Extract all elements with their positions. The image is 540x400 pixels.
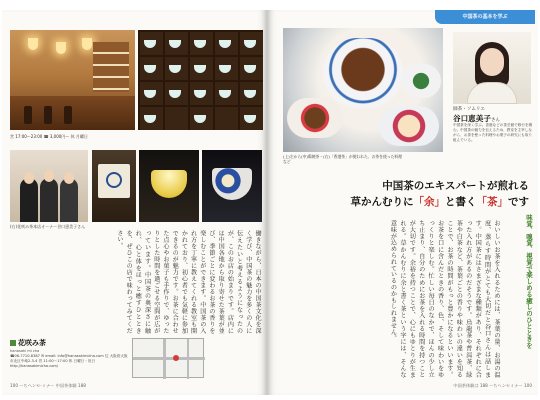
cup-icon bbox=[194, 65, 206, 73]
cup-icon bbox=[244, 65, 256, 73]
shelf-graphic bbox=[93, 42, 129, 92]
yellow-teacup-photo bbox=[139, 150, 199, 222]
headline-line-2 bbox=[293, 194, 529, 210]
shop-romaji: hanasaki mi cha bbox=[10, 349, 40, 353]
blue-teacup-photo bbox=[202, 150, 262, 222]
cup-icon bbox=[144, 115, 156, 123]
dish-graphic bbox=[401, 64, 441, 98]
expert-role: 師茶・ソムリエ bbox=[453, 107, 486, 112]
cup-icon bbox=[169, 65, 181, 73]
headline-line-1: 中国茶のエキスパートが煎れる bbox=[382, 180, 529, 192]
shop-sign-photo bbox=[92, 150, 136, 222]
article-body-right: おいしいお茶を入れるためには、茶葉の量、お湯の温度、蒸らす時間がとても大切だと谷口さんは話します。中国茶にはさまざまな種類があり、それぞれに合った入れ方があるのだそうです。烏龍茶や普洱茶、緑茶や白茶など、茶葉ごとの香りや味わいの違いを知ることで、お茶の時間がもっと豊かになるといいます。お茶を口に含んだときの香り、色、そして味わいをゆっくりと楽しむ。忙しい毎日のなかで、ほんの少し立ち止まり、自分のためにお茶を入れる時間を持つことが大切です。余裕を持つことで、心にもゆとりが生まれる。草かんむりに余と書く茶という字には、そんな意味が込められているのかもしれません。 bbox=[389, 220, 500, 378]
interior-caption: 営 17:00〜23:00 ☎ 3,000円〜 休 月曜日 bbox=[10, 134, 88, 139]
face-graphic bbox=[64, 172, 74, 184]
logo-mark-icon bbox=[106, 172, 122, 188]
lamp-icon bbox=[82, 38, 92, 50]
left-page bbox=[2, 10, 267, 395]
face-graphic bbox=[480, 48, 504, 76]
dish-graphic bbox=[287, 98, 343, 138]
page-folio-right: 中国茶体験は 188 ーちヘンセミナー 100 bbox=[453, 383, 532, 388]
bowl-graphic bbox=[323, 38, 403, 108]
staff-caption: (右)花咲み茶本店オーナー谷口恵美子さん bbox=[10, 224, 86, 229]
page-folio-left: 100 ーちヘンセ-ミナー 中国茶体験 188 bbox=[10, 383, 86, 388]
cup-icon bbox=[244, 40, 256, 48]
lamp-icon bbox=[56, 42, 66, 54]
headline-mid: と書く bbox=[445, 196, 477, 208]
article-headline bbox=[293, 178, 529, 210]
cup-icon bbox=[194, 40, 206, 48]
stool-graphic bbox=[24, 106, 32, 124]
headline-quote-1: 「余」 bbox=[413, 196, 445, 208]
section-ribbon: 中国茶の基本を学ぶ bbox=[435, 10, 535, 24]
cup-icon bbox=[144, 40, 156, 48]
cup-icon bbox=[169, 40, 181, 48]
map-road bbox=[163, 339, 166, 379]
article-subtitle: 味覚、嗅覚、視覚で楽しめる癒しのひとときを bbox=[525, 214, 533, 349]
teacup-icon bbox=[151, 170, 187, 198]
person-figure bbox=[60, 178, 78, 222]
expert-name-text: 谷口恵美子 bbox=[453, 114, 491, 123]
dishes-caption: (上)左から(中)鶏焼茶・(右)「香港茶」が使われた、お茶を使った料理など bbox=[283, 154, 402, 165]
stool-graphic bbox=[44, 106, 52, 124]
cup-icon bbox=[144, 90, 156, 98]
expert-honorific: さん bbox=[490, 118, 500, 123]
shop-info-block bbox=[10, 338, 130, 378]
cup-icon bbox=[194, 90, 206, 98]
staff-photo bbox=[10, 150, 88, 222]
headline-quote-2: 「茶」 bbox=[476, 196, 508, 208]
shop-interior-photo bbox=[10, 30, 135, 130]
expert-portrait-photo bbox=[453, 32, 531, 104]
cup-icon bbox=[194, 115, 206, 123]
cup-icon bbox=[244, 115, 256, 123]
face-graphic bbox=[44, 170, 54, 182]
article-body-left: 働きながら、日本の中国茶文化を深く学び、中国茶の魅力を多くの人に伝えたいと考えるようになったのが、このお店の始まりです。店内には中国各地から取り寄せた茶葉が並び、季節ごとに変わるお茶の香りを楽しむことができます。中国茶の入れ方を丁寧に教えてくれる教室も開かれており、初心者でも気軽に参加できるのが魅力です。お茶に合わせた点心やお菓子も手作りで、ゆったりとした時間を過ごせる空間が広がっています。中国茶の奥深さに触れ、心と体をほっと癒すひとときを、ぜひこの店で味わってみてください。 bbox=[115, 230, 261, 334]
shop-map bbox=[132, 338, 204, 378]
headline-prefix: 草かんむりに bbox=[350, 196, 414, 208]
stool-graphic bbox=[64, 106, 72, 124]
dish-graphic bbox=[379, 106, 439, 146]
person-figure bbox=[20, 178, 38, 222]
face-graphic bbox=[24, 172, 34, 184]
map-road bbox=[187, 339, 189, 379]
headline-suffix: です bbox=[508, 196, 529, 208]
shop-details: ☎06-7710-8387 ✉ email: info@hanasakimicha.com 住 大阪府大阪市北区中崎2-3-4 営 11:00〜17:00 休 日曜日・祝日 http://hanasakimicha.com/ bbox=[10, 354, 128, 368]
cup-icon bbox=[144, 65, 156, 73]
teacup-shelf-photo bbox=[138, 30, 263, 130]
teacup-icon bbox=[212, 168, 252, 200]
right-page bbox=[267, 10, 538, 395]
lamp-icon bbox=[28, 38, 38, 50]
map-pin-icon bbox=[173, 355, 179, 361]
person-figure bbox=[40, 178, 58, 222]
cup-icon bbox=[219, 65, 231, 73]
map-road bbox=[133, 357, 205, 360]
tea-dishes-photo bbox=[283, 28, 443, 152]
expert-bio: 中国茶を深く学ぶ。香港などの茶芸館で修行を積む。中国茶の魅力を伝えるため、教室を主宰しながら、お茶を使った料理やお菓子の研究にも取り組んでいる。 bbox=[453, 123, 533, 142]
cup-icon bbox=[219, 90, 231, 98]
cup-icon bbox=[219, 40, 231, 48]
body-graphic bbox=[467, 82, 517, 104]
shop-name: 花咲み茶 bbox=[10, 338, 130, 348]
cup-icon bbox=[244, 90, 256, 98]
cup-icon bbox=[169, 90, 181, 98]
